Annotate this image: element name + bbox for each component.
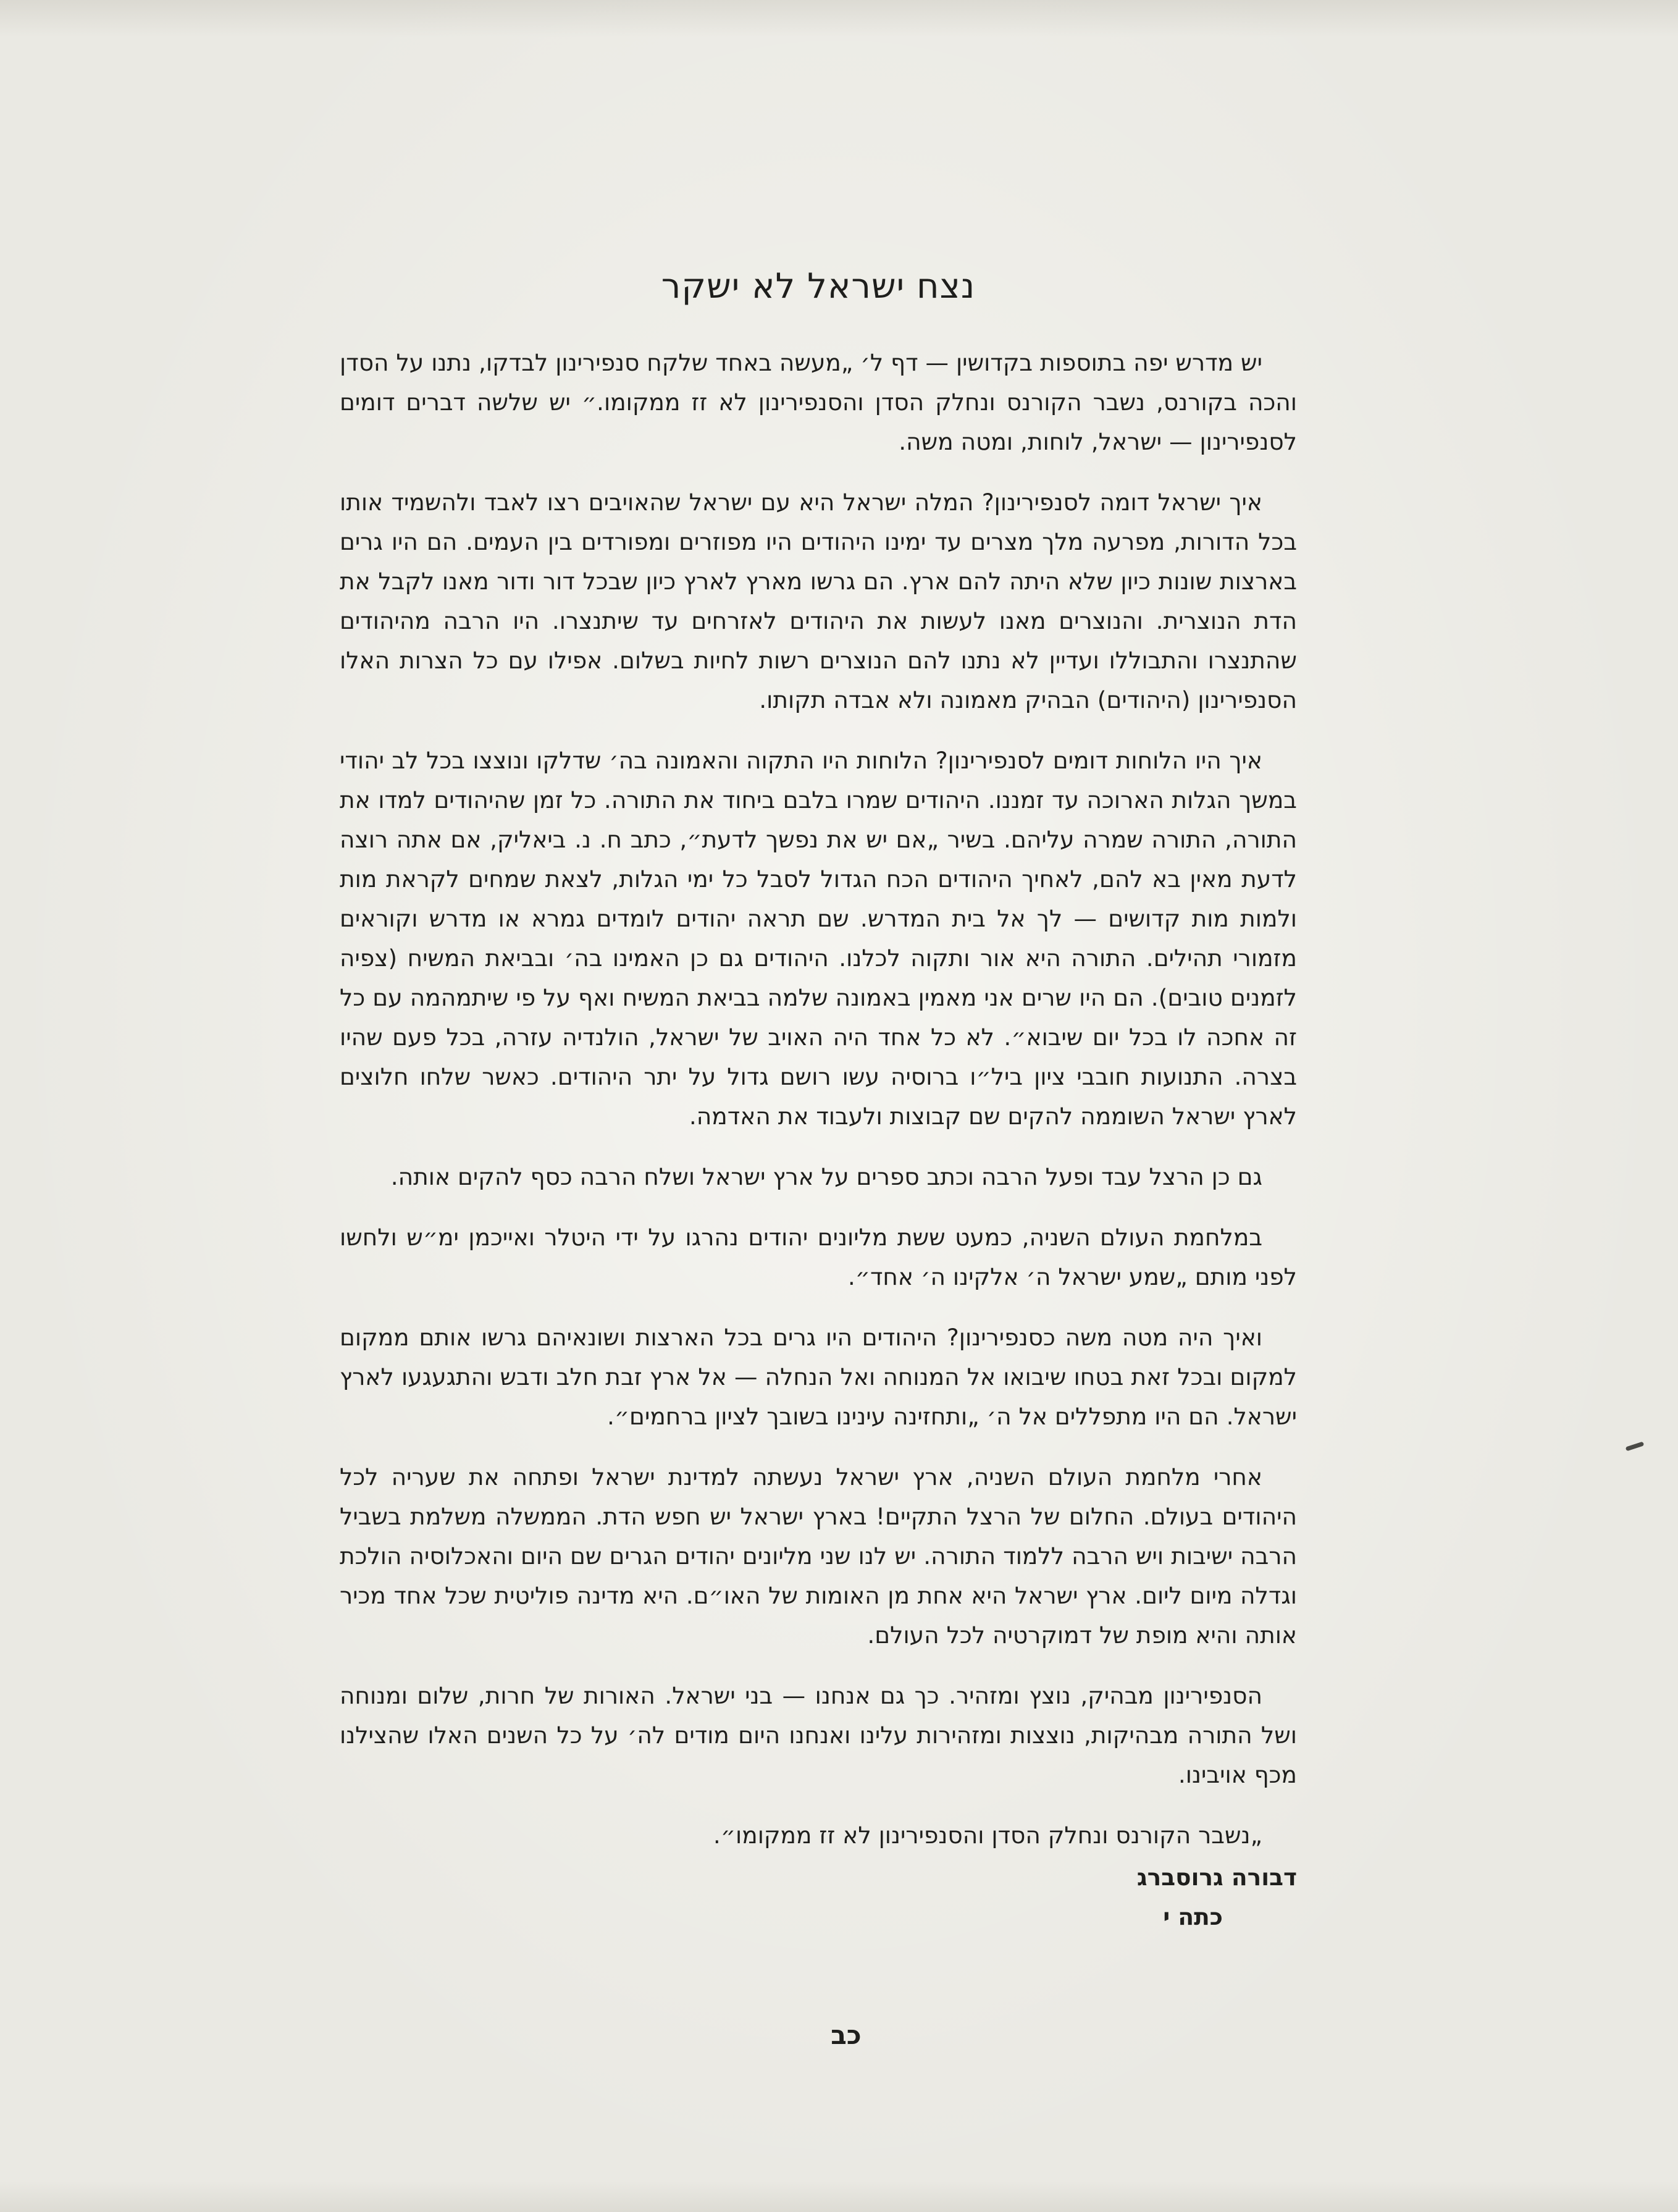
- signature-block: [340, 1857, 1297, 1937]
- page-number: כב: [831, 2020, 862, 2050]
- paragraph-closing-quote: „נשבר הקורנס ונחלק הסדן והסנפירינון לא זז ממקומו״.: [713, 1822, 1262, 1849]
- paragraph-world-war: במלחמת העולם השניה, כמעט ששת מליונים יהודים נהרגו על ידי היטלר ואייכמן ימ״ש ולחשו לפני מותם „שמע ישראל ה׳ אלקינו ה׳ אחד״.: [340, 1224, 1297, 1291]
- author-class: כתה י: [1163, 1903, 1223, 1931]
- paragraph-state-of-israel: אחרי מלחמת העולם השניה, ארץ ישראל נעשתה למדינת ישראל ופתחה את שעריה לכל היהודים בעולם. החלום של הרצל התקיים! בארץ ישראל יש חפש הדת. הממשלה משלמת בשביל הרבה ישיבות ויש הרבה ללמוד התורה. יש לנו שני מליונים יהודים הגרים שם היום והאכלוסיה הולכת וגדלה מיום ליום. ארץ ישראל היא אחת מן האומות של האו״ם. היא מדינה פוליטית שכל אחד מכיר אותה והיא מופת של דמוקרטיה לכל העולם.: [340, 1463, 1297, 1649]
- article: [340, 266, 1297, 1937]
- paragraph-intro: יש מדרש יפה בתוספות בקדושין — דף ל׳ „מעשה באחד שלקח סנפירינון לבדקו, נתנו על הסדן והכה בקורנס, נשבר הקורנס ונחלק הסדן והסנפירינון לא זז ממקומו.״ יש שלשה דברים דומים לסנפירינון — ישראל, לוחות, ומטה משה.: [340, 349, 1297, 456]
- ink-mark: [1626, 1442, 1645, 1452]
- author-name: דבורה גרוסברג: [1136, 1864, 1297, 1891]
- paragraph-sapphire: הסנפירינון מבהיק, נוצץ ומזהיר. כך גם אנחנו — בני ישראל. האורות של חרות, שלום ומנוחה ושל התורה מבהיקות, נוצצות ומזהירות עלינו ואנחנו היום מודים לה׳ על כל השנים האלו שהצילנו מכף אויבינו.: [340, 1682, 1297, 1789]
- paragraph-herzl: גם כן הרצל עבד ופעל הרבה וכתב ספרים על ארץ ישראל ושלח הרבה כסף להקים אותה.: [390, 1163, 1262, 1191]
- paragraph-staff-of-moses: ואיך היה מטה משה כסנפירינון? היהודים היו גרים בכל הארצות ושונאיהם גרשו אותם ממקום למקום ובכל זאת בטחו שיבואו אל המנוחה ואל הנחלה — אל ארץ זבת חלב ודבש והתגעגעו לארץ ישראל. הם היו מתפללים אל ה׳ „ותחזינה עינינו בשובך לציון ברחמים״.: [340, 1324, 1297, 1431]
- paragraph-israel: איך ישראל דומה לסנפירינון? המלה ישראל היא עם ישראל שהאויבים רצו לאבד ולהשמיד אותו בכל הדורות, מפרעה מלך מצרים עד ימינו היהודים היו מפוזרים ומפורדים בין העמים. הם היו גרים בארצות שונות כיון שלא היתה להם ארץ. הם גרשו מארץ לארץ כיון שבכל דור ודור מאנו לקבל את הדת הנוצרית. והנוצרים מאנו לעשות את היהודים לאזרחים עד שיתנצרו. היו הרבה מהיהודים שהתנצרו והתבוללו ועדיין לא נתנו להם הנוצרים רשות לחיות בשלום. אפילו עם כל הצרות האלו הסנפירינון (היהודים) הבהיק מאמונה ולא אבדה תקותו.: [340, 489, 1297, 714]
- article-title: נצח ישראל לא ישקר: [661, 266, 976, 306]
- paragraph-tablets: איך היו הלוחות דומים לסנפירינון? הלוחות היו התקוה והאמונה בה׳ שדלקו ונוצצו בכל לב יהודי במשך הגלות הארוכה עד זמננו. היהודים שמרו בלבם ביחוד את התורה. כל זמן שהיהודים למדו את התורה, התורה שמרה עליהם. בשיר „אם יש את נפשך לדעת״, כתב ח. נ. ביאליק, אם אתה רוצה לדעת מאין בא להם, לאחיך היהודים הכח הגדול לסבל כל ימי הגלות, לצאת שמחים לקראת מות ולמות מות קדושים — לך אל בית המדרש. שם תראה יהודים לומדים גמרא או מדרש וקוראים מזמורי תהילים. התורה היא אור ותקוה לכלנו. היהודים גם כן האמינו בה׳ ובביאת המשיח (צפיה לזמנים טובים). הם היו שרים אני מאמין באמונה שלמה בביאת המשיח ואף על פי שיתמהמה עם כל זה אחכה לו בכל יום שיבוא״. לא כל אחד היה האויב של ישראל, הולנדיה עזרה, בכל פעם שהיו בצרה. התנועות חובבי ציון ביל״ו ברוסיה עשו רושם גדול על יתר היהודים. כאשר שלחו חלוצים לארץ ישראל השוממה להקים שם קבוצות ולעבוד את האדמה.: [340, 747, 1297, 1130]
